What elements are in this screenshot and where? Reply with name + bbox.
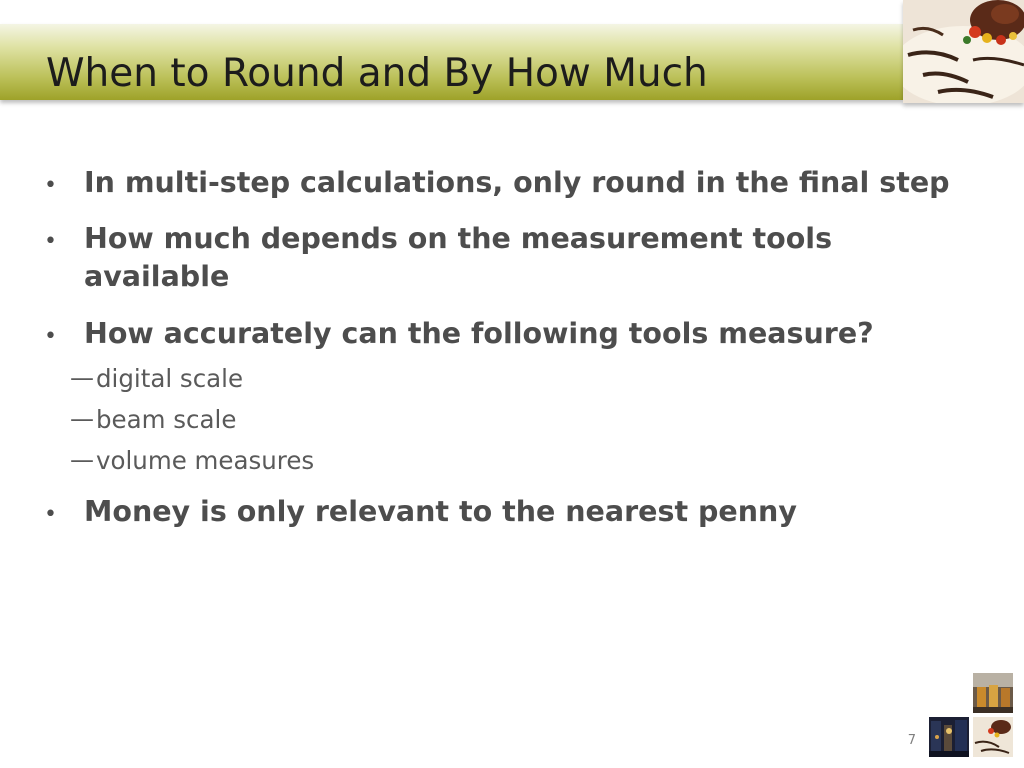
bullet-dot: • bbox=[44, 229, 57, 254]
slide-number: 7 bbox=[907, 733, 916, 748]
sub-bullet-beam-scale: beam scale bbox=[96, 405, 237, 434]
thumbnail-food-photo bbox=[973, 717, 1013, 757]
bullet-4: Money is only relevant to the nearest penny bbox=[84, 495, 797, 528]
sub-bullet-volume-measures: volume measures bbox=[96, 446, 315, 475]
bullet-dot: • bbox=[44, 502, 57, 527]
bullet-2-line-2: available bbox=[84, 260, 230, 293]
slide-title: When to Round and By How Much bbox=[46, 51, 708, 96]
bullet-1: In multi-step calculations, only round in the final step bbox=[84, 166, 950, 199]
sub-bullet-digital-scale: digital scale bbox=[96, 364, 244, 393]
thumbnail-drinks-photo bbox=[973, 673, 1013, 713]
sub-bullet-dash: — bbox=[70, 364, 94, 392]
sub-bullet-dash: — bbox=[70, 446, 94, 474]
bullet-2-line-1: How much depends on the measurement tools bbox=[84, 222, 833, 255]
sub-bullet-dash: — bbox=[70, 405, 94, 433]
bullet-dot: • bbox=[44, 324, 57, 349]
bullet-3: How accurately can the following tools measure? bbox=[84, 317, 874, 350]
thumbnail-restaurant-photo bbox=[929, 717, 969, 757]
bullet-dot: • bbox=[44, 173, 57, 198]
